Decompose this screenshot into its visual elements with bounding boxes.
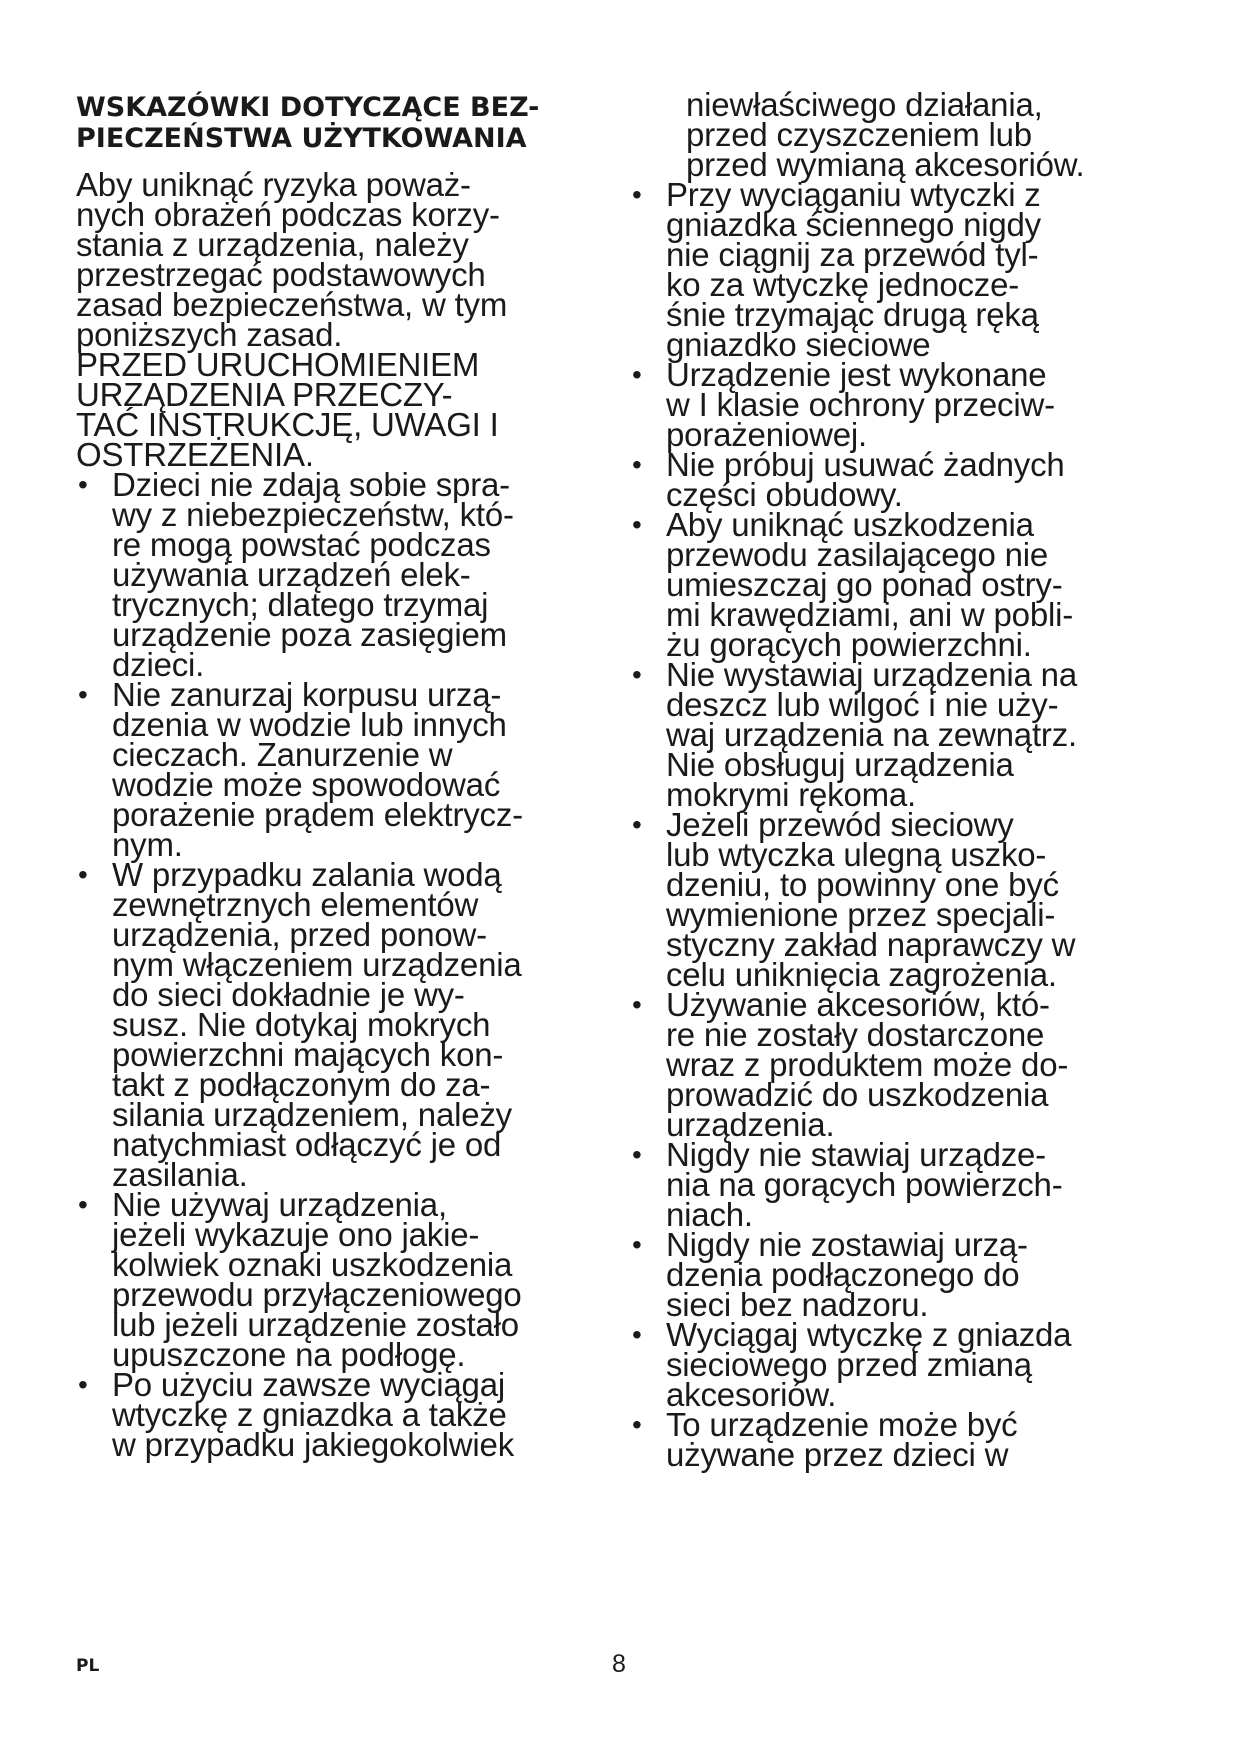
list-item-text: W przypadku zalania wodą zewnętrznych elementów urządzenia, przed ponow- nym włączeniem urządzenia do sieci dokładnie je wy- susz. Nie dotykaj mokrych powierzchni mających kon- takt z podłączonym do za- silania urządzeniem, należy natychmiast odłączyć je od zasilania. (112, 856, 522, 1193)
bullet-icon: • (632, 449, 642, 480)
list-item (630, 1136, 1190, 1233)
continued-paragraph: niewłaściwego działania, przed czyszczeniem lub przed wymianą akcesoriów. (686, 86, 1085, 183)
list-item (76, 1186, 621, 1373)
list-item (630, 1406, 1190, 1473)
list-item-text: Nigdy nie stawiaj urządze- nia na gorących powierzch- niach. (666, 1136, 1063, 1233)
list-item (630, 1316, 1190, 1413)
list-item-text: Nie używaj urządzenia, jeżeli wykazuje ono jakie- kolwiek oznaki uszkodzenia przewodu przyłączeniowego lub jeżeli urządzenie zostało upuszczone na podłogę. (112, 1186, 522, 1373)
bullet-icon: • (632, 359, 642, 390)
list-item-text: Nie wystawiaj urządzenia na deszcz lub wilgoć i nie uży- waj urządzenia na zewnątrz. Nie obsługuj urządzenia mokrymi rękoma. (666, 656, 1077, 813)
section-heading: WSKAZÓWKI DOTYCZĄCE BEZ- PIECZEŃSTWA UŻYTKOWANIA (76, 92, 540, 154)
list-item (630, 506, 1190, 663)
list-item (76, 466, 621, 683)
list-item-text: Nie zanurzaj korpusu urzą- dzenia w wodzie lub innych cieczach. Zanurzenie w wodzie może spowodować porażenie prądem elektrycz- nym. (112, 676, 523, 863)
list-item (630, 656, 1190, 813)
list-item (630, 176, 1190, 363)
intro-paragraph: Aby uniknąć ryzyka poważ- nych obrażeń podczas korzy- stania z urządzenia, należy przestrzegać podstawowych zasad bezpieczeństwa, w tym poniższych zasad. PRZED URUCHOMIENIEM URZĄDZENIA PRZECZY- TAĆ INSTRUKCJĘ, UWAGI I OSTRZEŻENIA. (76, 166, 508, 473)
bullet-icon: • (78, 469, 88, 500)
bullet-icon: • (632, 1229, 642, 1260)
list-item (630, 446, 1190, 513)
right-bullet-list (630, 176, 1190, 1473)
list-item-text: Jeżeli przewód sieciowy lub wtyczka ulegną uszko- dzeniu, to powinny one być wymienione przez specjali- styczny zakład naprawczy w celu uniknięcia zagrożenia. (666, 806, 1076, 993)
bullet-icon: • (632, 1319, 642, 1350)
bullet-icon: • (78, 859, 88, 890)
bullet-icon: • (632, 1139, 642, 1170)
list-item (630, 1226, 1190, 1323)
bullet-icon: • (78, 679, 88, 710)
list-item-text: Wyciągaj wtyczkę z gniazda sieciowego przed zmianą akcesoriów. (666, 1316, 1072, 1413)
list-item (630, 806, 1190, 993)
left-column (76, 92, 621, 1463)
list-item (630, 986, 1190, 1143)
footer-language-code: PL (76, 1656, 100, 1676)
bullet-icon: • (632, 989, 642, 1020)
list-item (76, 856, 621, 1193)
list-item-text: Po użyciu zawsze wyciągaj wtyczkę z gniazdka a także w przypadku jakiegokolwiek (112, 1366, 514, 1463)
right-column (630, 86, 1190, 1473)
bullet-icon: • (78, 1369, 88, 1400)
bullet-icon: • (78, 1189, 88, 1220)
list-item-text: Dzieci nie zdają sobie spra- wy z niebezpieczeństw, któ- re mogą powstać podczas używania urządzeń elek- trycznych; dlatego trzymaj urządzenie poza zasięgiem dzieci. (112, 466, 514, 683)
list-item-text: Nie próbuj usuwać żadnych części obudowy. (666, 446, 1065, 513)
list-item-text: Używanie akcesoriów, któ- re nie zostały dostarczone wraz z produktem może do- prowadzić do uszkodzenia urządzenia. (666, 986, 1069, 1143)
bullet-icon: • (632, 809, 642, 840)
bullet-icon: • (632, 1409, 642, 1440)
list-item (76, 676, 621, 863)
bullet-icon: • (632, 509, 642, 540)
bullet-icon: • (632, 179, 642, 210)
page-number: 8 (612, 1650, 626, 1678)
list-item-text: Nigdy nie zostawiaj urzą- dzenia podłączonego do sieci bez nadzoru. (666, 1226, 1028, 1323)
list-item (630, 356, 1190, 453)
list-item (76, 1366, 621, 1463)
bullet-icon: • (632, 659, 642, 690)
left-bullet-list (76, 466, 621, 1463)
list-item-text: To urządzenie może być używane przez dzieci w (666, 1406, 1018, 1473)
list-item-text: Przy wyciąganiu wtyczki z gniazdka ściennego nigdy nie ciągnij za przewód tyl- ko za wtyczkę jednocze- śnie trzymając drugą ręką gniazdko sieciowe (666, 176, 1041, 363)
list-item-text: Aby uniknąć uszkodzenia przewodu zasilającego nie umieszczaj go ponad ostry- mi krawędziami, ani w pobli- żu gorących powierzchni. (666, 506, 1074, 663)
list-item-text: Urządzenie jest wykonane w I klasie ochrony przeciw- porażeniowej. (666, 356, 1055, 453)
